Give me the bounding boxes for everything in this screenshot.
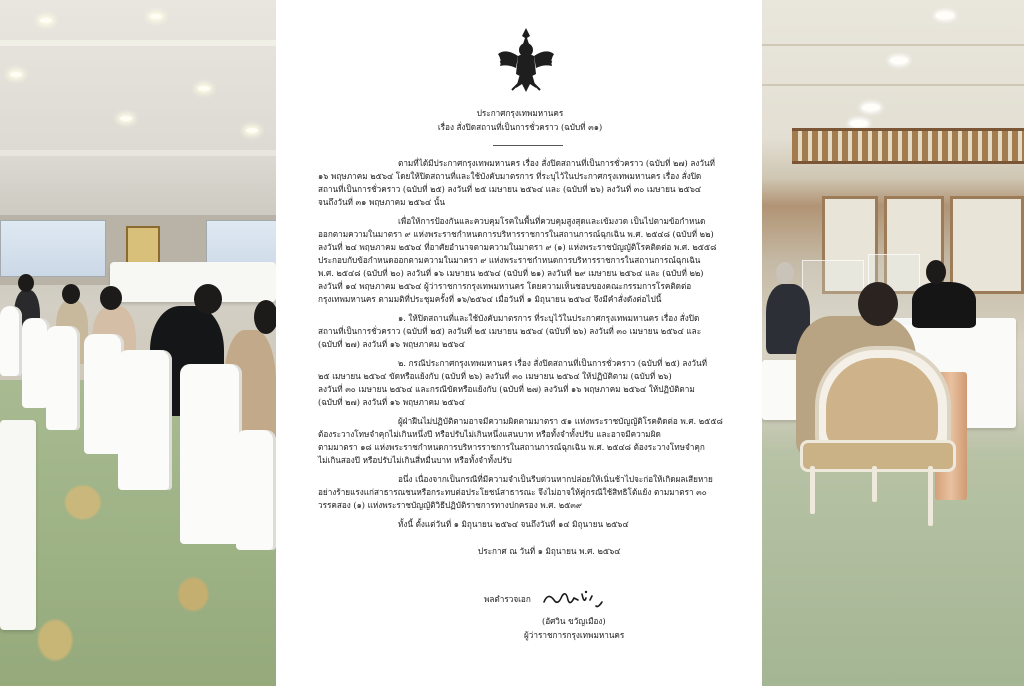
paragraph-line: ประกอบกับข้อกำหนดออกตามความในมาตรา ๙ แห่งพระราชกำหนดการบริหารราชการในสถานการณ์ฉุกเฉิน [318,255,701,265]
ceiling-light [10,72,22,77]
paragraph-line: จนถึงวันที่ ๓๑ พฤษภาคม ๒๕๖๔ นั้น [318,197,445,207]
header-organization: ประกาศกรุงเทพมหานคร [476,108,564,118]
meeting-photo-left [0,0,276,686]
projection-screen [0,220,106,277]
ceiling-strip [0,40,276,46]
ceiling-light [120,116,132,121]
attendee-head [194,284,222,314]
paragraph-line: อนึ่ง เนื่องจากเป็นกรณีที่มีความจำเป็นรีบด่วนหากปล่อยให้เนิ่นช้าไปจะก่อให้เกิดผลเสียหาย [398,474,713,484]
paragraph-line: ลงวันที่ ๓๐ เมษายน ๒๕๖๔ และกรณีขัดหรือแย้งกับ (ฉบับที่ ๒๗) ลงวันที่ ๑๖ พฤษภาคม ๒๕๖๔ ให้ปฏิบัติตาม [318,384,695,394]
paragraph-line: ตามที่ได้มีประกาศกรุงเทพมหานคร เรื่อง สั่งปิดสถานที่เป็นการชั่วคราว (ฉบับที่ ๒๗) ลงวันที่ [398,158,715,168]
ceiling-light [246,128,258,133]
ceiling-light [850,120,868,127]
signer-name: (อัศวิน ขวัญเมือง) [542,616,606,626]
chair-leg [928,466,933,526]
paragraph-line: ออกตามความในมาตรา ๙ แห่งพระราชกำหนดการบริหารราชการในสถานการณ์ฉุกเฉิน พ.ศ. ๒๕๔๘ (ฉบับที่ ๒๒) [318,229,714,239]
paragraph-line: ตามมาตรา ๑๘ แห่งพระราชกำหนดการบริหารราชการในสถานการณ์ฉุกเฉิน พ.ศ. ๒๕๔๘ ต้องระวางโทษจำคุก [318,442,705,452]
paragraph-line: (ฉบับที่ ๒๗) ลงวันที่ ๑๖ พฤษภาคม ๒๕๖๔ [318,397,465,407]
chair-leg [872,466,877,502]
effective-dates: ทั้งนี้ ตั้งแต่วันที่ ๑ มิถุนายน ๒๕๖๔ จนถึงวันที่ ๑๔ มิถุนายน ๒๕๖๔ [398,519,629,529]
divider [493,145,563,146]
chair [180,364,242,544]
garuda-emblem-icon [496,26,556,96]
chair [118,350,172,490]
paragraph-line: สถานที่เป็นการชั่วคราว (ฉบับที่ ๒๕) ลงวันที่ ๒๕ เมษายน ๒๕๖๔ และ (ฉบับที่ ๒๖) ลงวันที่ ๓๐ เมษายน ๒๕๖๔ [318,184,702,194]
chair [236,430,276,550]
attendee-head [776,262,794,284]
attendee [912,282,976,328]
attendee-head [62,284,80,304]
ceiling-light [890,57,908,64]
paragraph-line: ผู้ฝ่าฝืนไม่ปฏิบัติตามอาจมีความผิดตามมาตรา ๕๑ แห่งพระราชบัญญัติโรคติดต่อ พ.ศ. ๒๕๕๘ [398,416,723,426]
ceiling-light [150,14,162,19]
paragraph-line: ไม่เกินสองปี หรือปรับไม่เกินสี่หมื่นบาท หรือทั้งจำทั้งปรับ [318,455,512,465]
paragraph-line: ๒๕ เมษายน ๒๕๖๔ ขัดหรือแย้งกับ (ฉบับที่ ๒๖) ลงวันที่ ๓๐ เมษายน ๒๕๖๔ ให้ปฏิบัติตาม (ฉบับที่ ๒๖) [318,371,672,381]
attendee-head [254,300,276,334]
paragraph-line: ลงวันที่ ๒๔ พฤษภาคม ๒๕๖๔ ที่อาศัยอำนาจตามความในมาตรา ๙ (๑) แห่งพระราชบัญญัติโรคติดต่อ พ.ศ. ๒๕๕๘ [318,242,717,252]
ceiling-light [198,86,210,91]
chair [0,306,22,376]
ceiling-molding [762,84,1024,86]
announcement-document [278,0,762,686]
paragraph-line: พ.ศ. ๒๕๔๘ (ฉบับที่ ๒๐) ลงวันที่ ๑๖ เมษายน ๒๕๖๔ (ฉบับที่ ๒๑) ลงวันที่ ๒๙ เมษายน ๒๕๖๔ และ (ฉบับที่ ๒๒) [318,268,704,278]
header-subject: เรื่อง สั่งปิดสถานที่เป็นการชั่วคราว (ฉบับที่ ๓๑) [437,122,603,132]
chair-cushion [826,358,938,450]
paragraph-line: อย่างร้ายแรงแก่สาธารณชนหรือกระทบต่อประโยชน์สาธารณะ จึงไม่อาจให้คู่กรณีใช้สิทธิโต้แย้ง ตามมาตรา ๓๐ [318,487,707,497]
wall-panel [950,196,1024,294]
ceiling-light [862,104,880,111]
paragraph-line: (ฉบับที่ ๒๗) ลงวันที่ ๑๖ พฤษภาคม ๒๕๖๔ [318,339,465,349]
paragraph-line: ๒. กรณีประกาศกรุงเทพมหานคร เรื่อง สั่งปิดสถานที่เป็นการชั่วคราว (ฉบับที่ ๒๕) ลงวันที่ [398,358,708,368]
paragraph-line: เพื่อให้การป้องกันและควบคุมโรคในพื้นที่ควบคุมสูงสุดและเข้มงวด เป็นไปตามข้อกำหนด [398,216,706,226]
ceiling-light [936,12,954,19]
paragraph-line: กรุงเทพมหานคร ตามมติที่ประชุมครั้งที่ ๑๖/๒๕๖๔ เมื่อวันที่ ๑ มิถุนายน ๒๕๖๔ จึงมีคำสั่งดังต่อไปนี้ [318,294,662,304]
paragraph-line: สถานที่เป็นการชั่วคราว (ฉบับที่ ๒๕) ลงวันที่ ๒๕ เมษายน ๒๕๖๔ (ฉบับที่ ๒๖) ลงวันที่ ๓๐ เมษายน ๒๕๖๔ และ [318,326,702,336]
announcement-date: ประกาศ ณ วันที่ ๑ มิถุนายน พ.ศ. ๒๕๖๔ [478,546,621,556]
signer-rank: พลตำรวจเอก [484,594,531,604]
attendee-head [100,286,122,310]
signature-icon [540,588,610,610]
attendee-head [18,274,34,292]
paragraph-line: ลงวันที่ ๑๔ พฤษภาคม ๒๕๖๔ ผู้ว่าราชการกรุงเทพมหานคร โดยความเห็นชอบของคณะกรรมการโรคติดต่อ [318,281,692,291]
table [0,420,36,630]
paragraph-line: ๑. ให้ปิดสถานที่และใช้บังคับมาตรการ ที่ระบุไว้ในประกาศกรุงเทพมหานคร เรื่อง สั่งปิด [398,313,700,323]
paragraph-line: วรรคสอง (๑) แห่งพระราชบัญญัติวิธีปฏิบัติราชการทางปกครอง พ.ศ. ๒๕๓๙ [318,500,582,510]
attendee-head [926,260,946,284]
ceiling-light [40,18,52,23]
paragraph-line: ๑๖ พฤษภาคม ๒๕๖๔ โดยให้ปิดสถานที่และใช้บังคับมาตรการ ที่ระบุไว้ในประกาศกรุงเทพมหานคร เรื่อง สั่งปิด [318,171,702,181]
attendee-head [858,282,898,326]
chair [46,326,80,430]
table [110,262,276,302]
paragraph-line: ต้องระวางโทษจำคุกไม่เกินหนึ่งปี หรือปรับไม่เกินหนึ่งแสนบาท หรือทั้งจำทั้งปรับ และอาจมีความผิด [318,429,661,439]
ceiling-molding [762,44,1024,46]
wall-frieze [792,128,1024,164]
ceiling-strip [0,150,276,156]
chair-leg [810,466,815,514]
signer-title: ผู้ว่าราชการกรุงเทพมหานคร [524,630,625,640]
